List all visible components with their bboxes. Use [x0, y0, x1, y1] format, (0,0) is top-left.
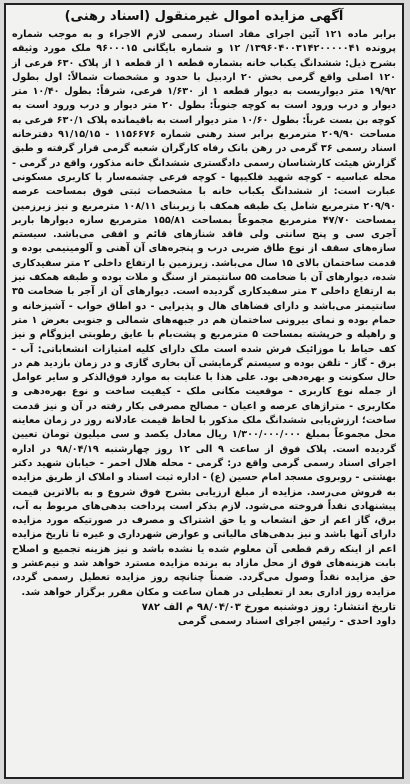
auction-notice [4, 3, 404, 779]
signature: داود احدی - رئیس اجرای اسناد رسمی گرمی [177, 615, 396, 627]
notice-title: آگهی مزایده اموال غیرمنقول (اسناد رهنی) [64, 9, 344, 24]
publish-date: تاریخ انتشار: روز دوشنبه مورخ ۹۸/۰۴/۰۳ م الف ۷۸۲ [141, 601, 396, 613]
notice-footer [12, 601, 396, 629]
notice-body: برابر ماده ۱۲۱ آئین اجرای مفاد اسناد رسمی لازم الاجراء و به موجب شماره پرونده ۱۳۹۶۰۴۰۰۳۱۴۲۰۰۰۰۰۴۱/ ۱۲ و شماره بایگانی ۹۶۰۰۰۱۵ ملک مورد وثیقه بشرح ذیل: ششدانگ یکباب خانه بشماره قطعه ۱ از قطعه ۱ از پلاک ۶۳۰ فرعی از ۱۲۰ اصلی واقع گرمی بخش ۲۰ اردبیل با حدود و مشخصات شمالاً: اول بطول ۱۹/۹۲ متر دیواریست به دیوار قطعه ۱ از ۱/۶۳۰ فرعی، شرقاً: بطول ۱۰/۴۰ متر دیوار و درب ورود است به کوچه جنوباً: بطول ۲۰ متر دیوار و درب ورود است به کوچه بن بست غرباً: بطول ۱۰/۶۰ متر دیوار است به باقیمانده پلاک ۶۳۰/۱ فرعی به مساحت ۲۰۹/۹۰ مترمربع برابر سند رهنی شماره ۱۱۵۶۶۷۶ - ۹۱/۱۵/۱۵ دفترخانه اسناد رسمی ۳۶ گرمی در رهن بانک رفاه کارگران شعبه گرمی قرار گرفته و طبق گزارش هیئت کارشناسان رسمی دادگستری ششدانگ خانه مذکور، واقع در گرمی - محله عباسیه - کوچه شهید فلکیپها - کوچه فرعی چشمه‌سار با کاربری مسکونی عبارت است: از ششدانگ یکباب خانه با مشخصات ثبتی فوق بمساحت عرصه ۲۰۹/۹۰ مترمربع شامل یک طبقه همکف با زیربنای ۱۰۸/۱۱ مترمربع و نیز زیرزمین بمساحت ۴۷/۷۰ مترمربع مجموعاً بمساحت ۱۵۵/۸۱ مترمربع سازه دیوارها باربر آجری سی و پنج سانتی ولی فاقد شنازهای قائم و افقی می‌باشد. سیستم سازه‌های سقف از نوع طاق ضربی درب و پنجره‌های آن آهنی و آلومینیمی بوده و قدمت ساختمان بالای ۱۵ سال می‌باشد. زیرزمین با ارتفاع داخلی ۲ متر سفیدکاری شده، دیوارهای آن با ضخامت ۵۵ سانتیمتر از سنگ و ملات بوده و طبقه همکف نیز به ارتفاع داخلی ۳ متر سفیدکاری گردیده است. دیوارهای آن از آجر با ضخامت ۳۵ سانتیمتر می‌باشد و دارای فضاهای هال و پذیرایی - دو اطاق خواب - آشپزخانه و حمام بوده و نمای بیرونی ساختمان هم در جبهه‌های شمالی و جنوبی بعرض ۱ متر و راهپله و خرپشته بمساحت ۵ مترمربع و پشت‌بام با عایق رطوبتی ایزوگام و نیز کف حیاط با موزائیک فرش شده است ملک دارای کلیه امتیازات انشعاباتی: آب - برق - گاز - تلفن بوده و سیستم گرمایشی آن بخاری گازی و در زمان بازدید هم در حال سکونت و بهره‌دهی بود. علی هذا با عنایت به موارد فوق‌الذکر و سایر عوامل از جمله نوع کاربری - موقعیت مکانی ملک - کیفیت ساخت و نوع بهره‌دهی و مکاربری - متراژهای عرصه و اعیان - مصالح مصرفی بکار رفته در آن و نیز قدمت ساخت؛ ارزش‌یابی ششدانگ ملک مذکور با لحاظ قیمت عادلانه روز در زمان معاینه محل مجموعاً بمبلغ ۱/۳۰۰/۰۰۰/۰۰۰ ریال معادل یکصد و سی میلیون تومان تعیین گردیده است. پلاک فوق از ساعت ۹ الی ۱۲ روز چهارشنبه ۹۸/۰۴/۱۹ در اداره اجرای اسناد رسمی گرمی واقع در: گرمی - محله هلال احمر - خیابان شهید دکتر بهشتی - روبروی مسجد امام حسین (ع) - اداره ثبت اسناد و املاک از طریق مزایده به فروش می‌رسد. مزایده از مبلغ ارزیابی بشرح فوق شروع و به بالاترین قیمت پیشنهادی نقداً فروخته می‌شود. لازم بذکر است پرداخت بدهی‌های مربوط به آب، برق، گاز اعم از حق انشعاب و یا حق اشتراک و مصرف در صورتیکه مورد مزایده دارای آنها باشد و نیز بدهی‌های مالیاتی و عوارض شهرداری و غیره تا تاریخ مزایده اعم از اینکه رقم قطعی آن معلوم شده یا نشده باشد و نیز هزینه تجمیع و اصلاح بابت هزینه‌های فوق از محل مازاد به برنده مزایده مسترد خواهد شد و نیم‌عشر و حق مزایده نقداً وصول می‌گردد. ضمناً چنانچه روز مزایده تعطیل رسمی گردد، مزایده روز اداری بعد از تعطیلی در همان ساعت و مکان مقرر برگزار خواهد شد. [12, 29, 396, 598]
